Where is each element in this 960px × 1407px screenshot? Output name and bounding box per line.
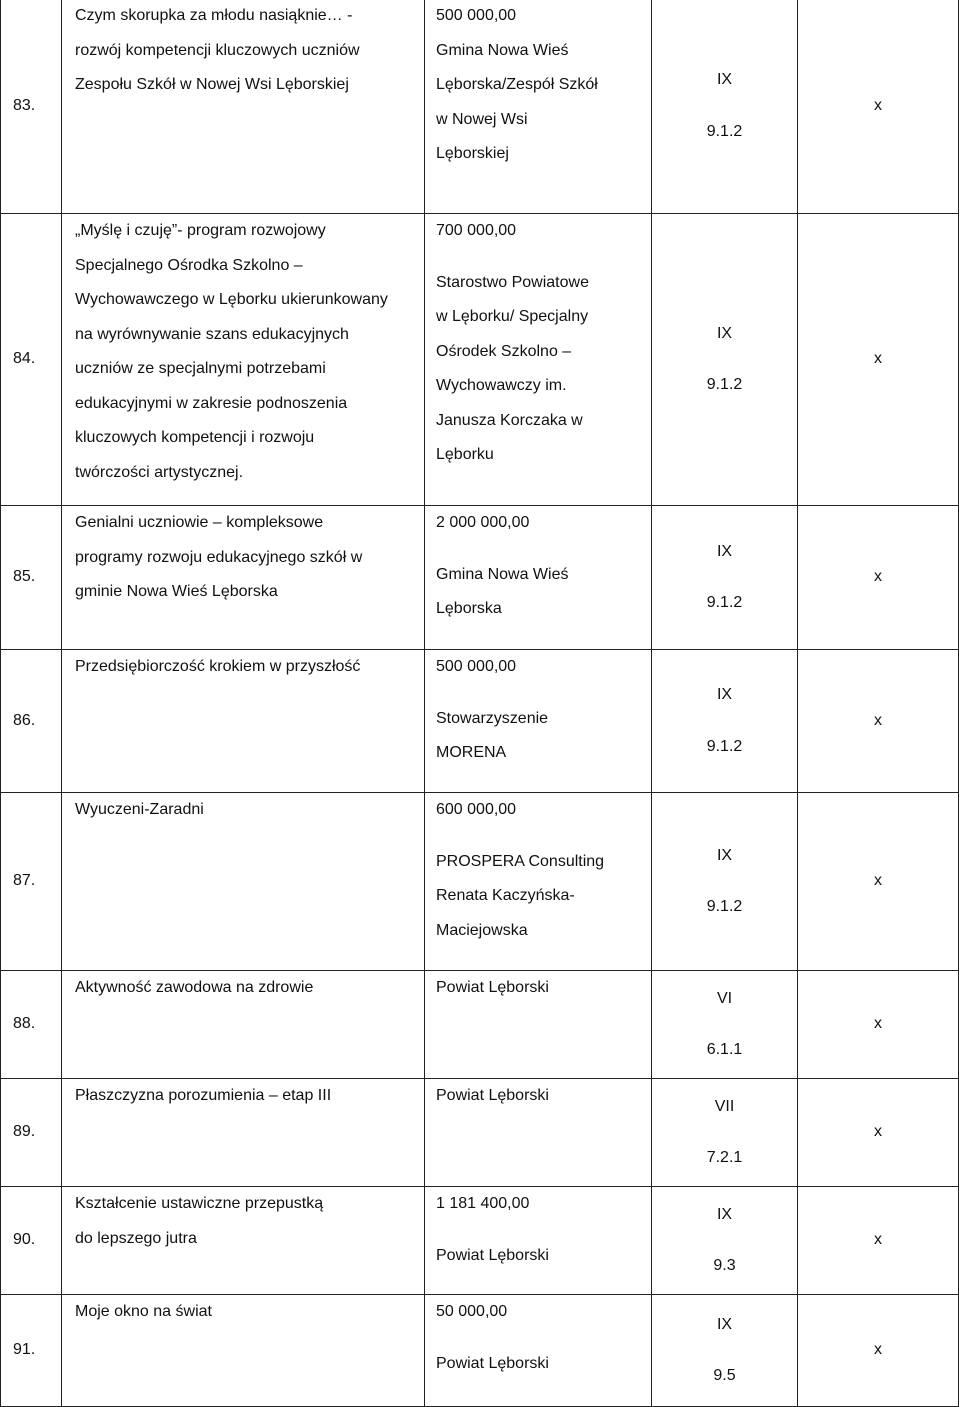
mark-cell: x — [798, 1295, 959, 1407]
priority-cell — [652, 506, 798, 650]
measure: 9.1.2 — [706, 594, 743, 611]
funding-source: 600 000,00 PROSPERA Consulting Renata Kaczyńska- Maciejowska — [425, 793, 652, 971]
row-number: 84. — [1, 214, 62, 506]
mark-cell: x — [798, 0, 959, 214]
mark-cell: x — [798, 971, 959, 1079]
project-title: Płaszczyzna porozumienia – etap III — [62, 1079, 425, 1187]
axis: IX — [716, 1205, 733, 1223]
row-number: 87. — [1, 793, 62, 971]
row-number: 86. — [1, 650, 62, 793]
axis: IX — [716, 846, 733, 864]
project-title: Aktywność zawodowa na zdrowie — [62, 971, 425, 1079]
priority-cell — [652, 971, 798, 1079]
priority-cell — [652, 0, 798, 214]
mark-cell: x — [798, 214, 959, 506]
measure: 7.2.1 — [706, 1149, 743, 1166]
mark-cell: x — [798, 506, 959, 650]
priority-cell — [652, 793, 798, 971]
axis: IX — [716, 324, 733, 342]
priority-cell — [652, 1079, 798, 1187]
axis: IX — [716, 1315, 733, 1333]
table-row — [1, 793, 959, 971]
funding-source: 50 000,00 Powiat Lęborski — [425, 1295, 652, 1407]
project-title: Wyuczeni-Zaradni — [62, 793, 425, 971]
row-number: 91. — [1, 1295, 62, 1407]
measure: 9.1.2 — [706, 122, 743, 140]
table-row — [1, 1187, 959, 1295]
table-row — [1, 650, 959, 793]
table-row — [1, 1079, 959, 1187]
mark-cell: x — [798, 793, 959, 971]
axis: IX — [716, 686, 733, 703]
priority-cell — [652, 1295, 798, 1407]
priority-cell — [652, 214, 798, 506]
axis: VI — [716, 989, 733, 1007]
table-row — [1, 214, 959, 506]
amount: 1 181 400,00 — [436, 1195, 530, 1212]
table-row — [1, 971, 959, 1079]
measure: 9.1.2 — [706, 376, 743, 393]
axis: IX — [716, 71, 733, 88]
mark-cell: x — [798, 1079, 959, 1187]
axis: IX — [716, 542, 733, 560]
measure: 6.1.1 — [706, 1041, 743, 1058]
row-number: 85. — [1, 506, 62, 650]
project-title: Przedsiębiorczość krokiem w przyszłość — [62, 650, 425, 793]
funding-source: 700 000,00 Starostwo Powiatowe w Lęborku/ Specjalny Ośrodek Szkolno – Wychowawczy im. Janusza Korczaka w Lęborku — [425, 214, 652, 506]
mark-cell: x — [798, 1187, 959, 1295]
amount: 500 000,00 — [436, 658, 517, 675]
row-number: 89. — [1, 1079, 62, 1187]
axis: VII — [714, 1097, 735, 1115]
funding-source: 2 000 000,00 Gmina Nowa Wieś Lęborska — [425, 506, 652, 650]
amount: 700 000,00 — [436, 222, 517, 239]
table-row — [1, 0, 959, 214]
project-title: Czym skorupka za młodu nasiąknie… - rozwój kompetencji kluczowych uczniów Zespołu Szkół w Nowej Wsi Lęborskiej — [62, 0, 425, 214]
row-number: 88. — [1, 971, 62, 1079]
amount: 600 000,00 — [436, 801, 517, 818]
project-title: Genialni uczniowie – kompleksowe programy rozwoju edukacyjnego szkół w gminie Nowa Wieś Lęborska — [62, 506, 425, 650]
funding-source: 1 181 400,00 Powiat Lęborski — [425, 1187, 652, 1295]
measure: 9.3 — [713, 1257, 736, 1274]
funding-source: 500 000,00 Gmina Nowa Wieś Lęborska/Zespół Szkół w Nowej Wsi Lęborskiej — [425, 0, 652, 214]
table-row — [1, 1295, 959, 1407]
project-title: Moje okno na świat — [62, 1295, 425, 1407]
row-number: 90. — [1, 1187, 62, 1295]
project-title: „Myślę i czuję”- program rozwojowy Specjalnego Ośrodka Szkolno – Wychowawczego w Lęborku ukierunkowany na wyrównywanie szans edukacyjnych uczniów ze specjalnymi potrzebami edukacyjnymi w zakresie podnoszenia kluczowych kompetencji i rozwoju twórczości artystycznej. — [62, 214, 425, 506]
row-number: 83. — [1, 0, 62, 214]
funding-source: Powiat Lęborski — [425, 1079, 652, 1187]
priority-cell — [652, 650, 798, 793]
measure: 9.1.2 — [706, 737, 743, 755]
table-row — [1, 506, 959, 650]
project-title: Kształcenie ustawiczne przepustką do lepszego jutra — [62, 1187, 425, 1295]
mark-cell: x — [798, 650, 959, 793]
measure: 9.1.2 — [706, 898, 743, 915]
funding-source: 500 000,00 Stowarzyszenie MORENA — [425, 650, 652, 793]
amount: 2 000 000,00 — [436, 514, 530, 531]
measure: 9.5 — [713, 1367, 736, 1384]
funding-source: Powiat Lęborski — [425, 971, 652, 1079]
amount: 500 000,00 — [436, 7, 517, 24]
priority-cell — [652, 1187, 798, 1295]
amount: 50 000,00 — [436, 1303, 508, 1320]
